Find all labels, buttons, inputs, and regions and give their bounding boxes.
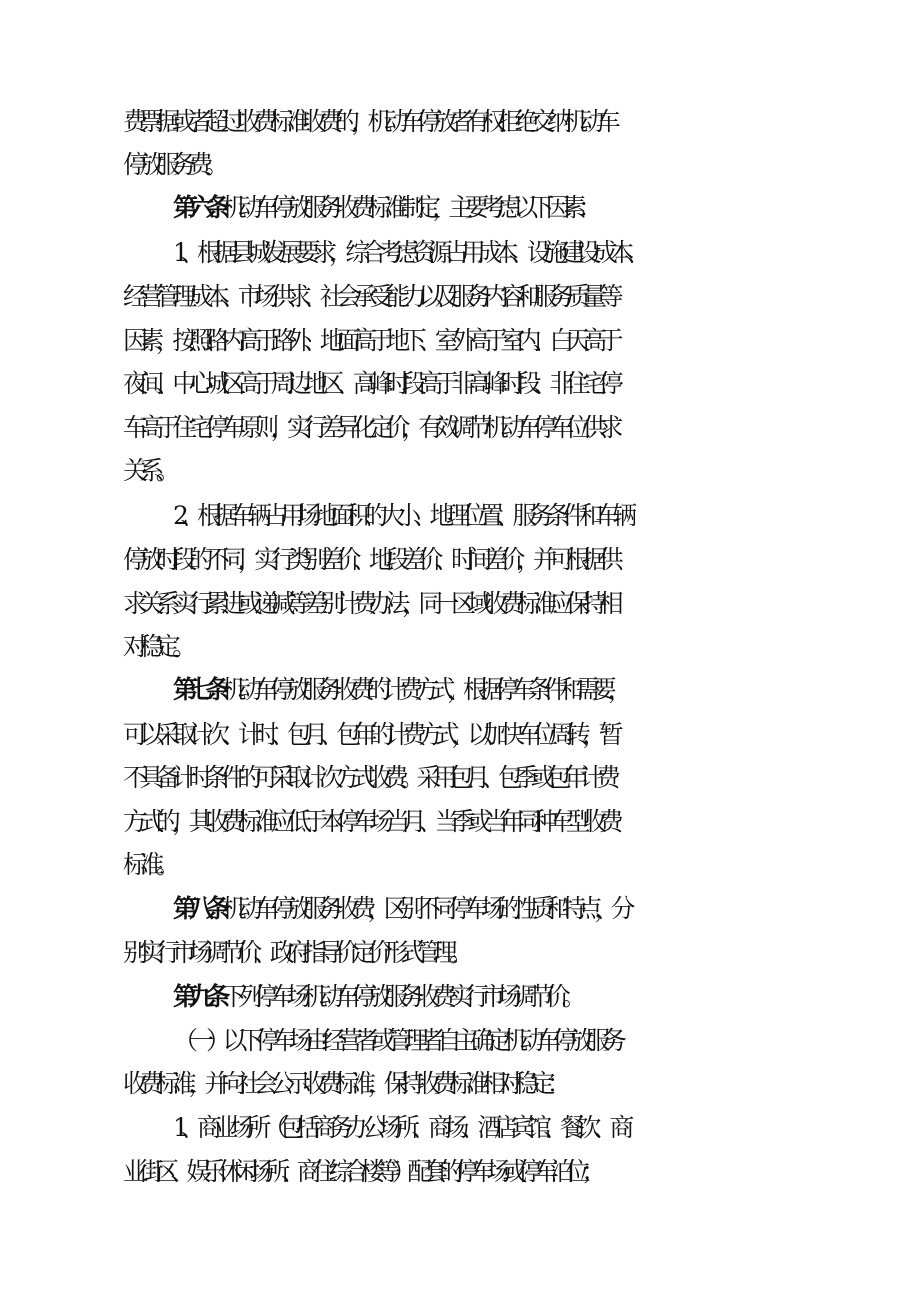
text-line xyxy=(123,1064,920,1104)
article-9-heading-line xyxy=(173,977,920,1017)
text-line xyxy=(123,321,920,361)
line-text: （一）以下停车场由经营者或管理者自主确定机动车停放服务 xyxy=(173,1026,619,1055)
line-text: 可以采取计次、计时、包月、包年的计费方式，以加快车位周转，暂 xyxy=(123,720,616,749)
line-text: 业街区、娱乐休闲场所、商住综合楼等）配套的停车场或停车泊位； xyxy=(123,1157,598,1186)
line-text: 别实行市场调节价、政府指导价定价形式管理。 xyxy=(123,938,466,967)
line-text: 1、根据县城发展要求，综合考虑资源占用成本、设施建设成本、 xyxy=(173,238,643,267)
text-line xyxy=(123,1152,920,1192)
text-line xyxy=(173,233,920,273)
text-line xyxy=(123,408,920,448)
text-line xyxy=(123,845,920,885)
article-6-heading-line xyxy=(173,188,920,228)
text-line xyxy=(173,1021,920,1061)
article-8-heading-line xyxy=(173,889,920,929)
line-text: 经营管理成本、市场供求、社会承受能力以及服务内容和服务质量等 xyxy=(123,282,616,311)
text-line xyxy=(123,540,920,580)
line-text: 求关系实行累进或递减等差别计费办法，同一区域收费标准应保持相 xyxy=(123,589,616,618)
article-heading: 第七条 xyxy=(173,675,222,704)
line-text: 方式的，其收费标准应低于本停车场当月、当季或当年同种车型收费 xyxy=(123,807,616,836)
text-line xyxy=(123,758,920,798)
line-text: 机动车停放服务收费的计费方式，根据停车条件和需要， xyxy=(221,675,624,704)
text-line xyxy=(123,627,920,667)
text-line xyxy=(123,451,920,491)
line-text: 费票据或者超过收费标准收费的，机动车停放者有权拒绝交纳机动车 xyxy=(123,107,613,136)
article-7-heading-line xyxy=(173,670,920,710)
line-text: 收费标准，并向社会公示收费标准，保持收费标准相对稳定： xyxy=(123,1069,564,1098)
line-text: 因素，按照路内高于路外、地面高于地下、室外高于室内、白天高于 xyxy=(123,326,616,355)
text-line xyxy=(173,1108,920,1148)
line-text: 关系。 xyxy=(123,456,173,485)
text-line xyxy=(123,584,920,624)
text-line xyxy=(123,364,920,404)
line-text: 下列停车场机动车停放服务收费实行市场调节价。 xyxy=(221,982,579,1011)
article-heading: 第九条 xyxy=(173,982,222,1011)
text-line xyxy=(173,496,920,536)
line-text: 对稳定。 xyxy=(123,632,189,661)
line-text: 机动车停放服务收费，区别不同停车场的性质和特点，分 xyxy=(221,894,627,923)
article-heading: 第六条 xyxy=(173,193,222,222)
text-line xyxy=(123,277,920,317)
text-line xyxy=(123,933,920,973)
text-line xyxy=(123,715,920,755)
line-text: 标准。 xyxy=(123,850,173,879)
article-heading: 第八条 xyxy=(173,894,222,923)
line-text: 1、商业场所（包括商务办公场所、商场、酒店宾馆、餐饮、商 xyxy=(173,1113,626,1142)
text-line xyxy=(123,145,920,185)
line-text: 停放时段的不同，实行类别差价、地段差价、时间差价，并可根据供 xyxy=(123,545,616,574)
line-text: 停放服务费。 xyxy=(123,150,221,179)
line-text: 不具备计时条件的可采取计次方式收费。采用包月、包季或包年计费 xyxy=(123,763,613,792)
line-text: 夜间、中心城区高于周边地区、高峰时段高于非高峰时段、非住宅停 xyxy=(123,369,616,398)
text-line xyxy=(123,102,920,142)
line-text: 机动车停放服务收费标准制定，主要考虑以下因素： xyxy=(221,193,595,222)
text-line xyxy=(123,802,920,842)
line-text: 2、根据车辆占用场地面积的大小、地理位置、服务条件和车辆 xyxy=(173,501,629,530)
line-text: 车高于住宅停车原则，实行差异化定价，有效调节机动车停车位供求 xyxy=(123,413,616,442)
